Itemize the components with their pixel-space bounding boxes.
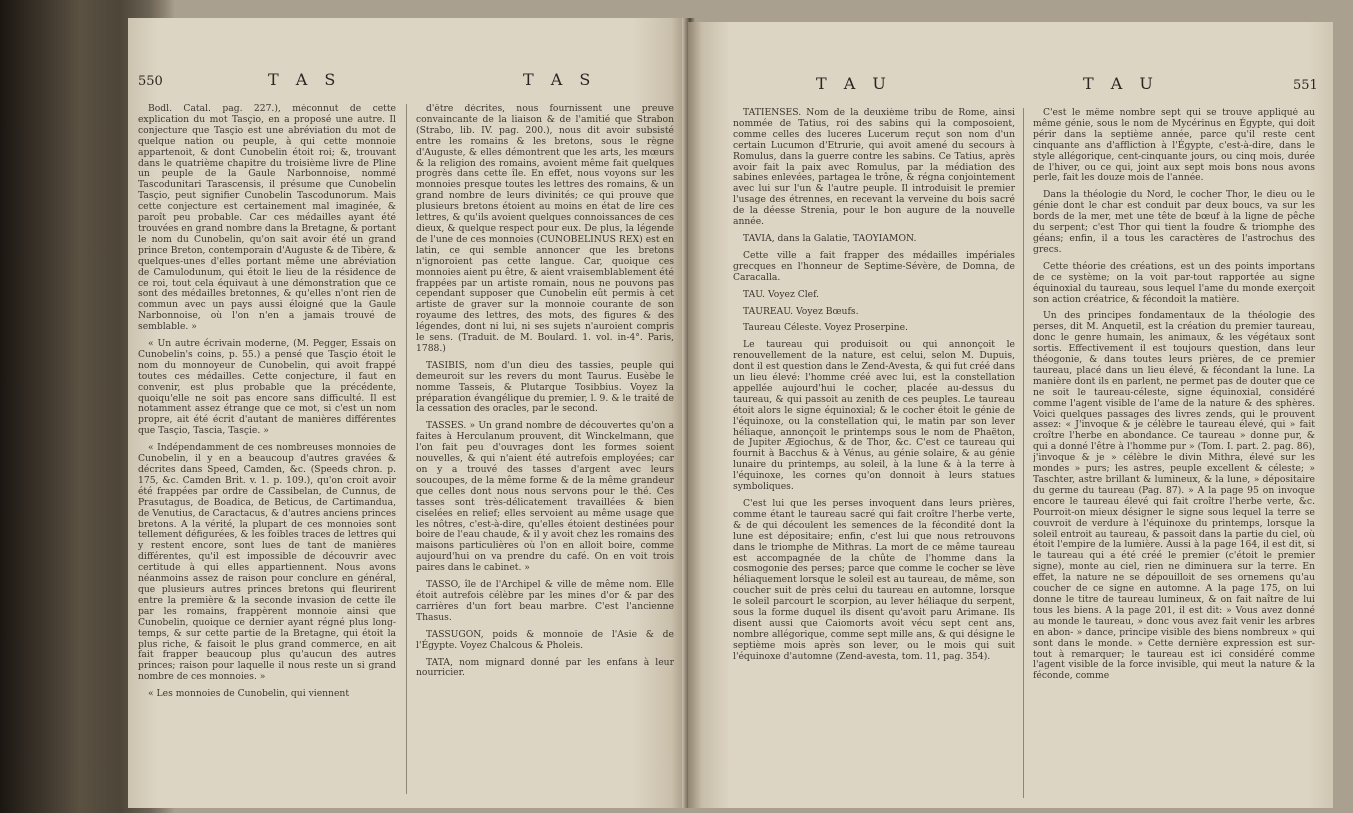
left-header-left: T A S <box>268 70 342 89</box>
paragraph: TATIENSES. Nom de la deuxième tribu de Rome, ainsi nommée de Tatius, roi des sabins qui la composoient, comme celles des luceres Lucerum reçut son nom d'un certain Lucumon d'Etrurie, qui avoit amené du secours à Romulus, dans la guerre contre les sabins. Ce Tatius, après avoir fait la paix avec Romulus, par la médiation des sabines enlevées, partagea le trône, & régna conjointement avec lui sur l'un & l'autre peuple. Il introduisit le premier l'usage des étrennes, en recevant la verveine du bois sacré de la déesse Strenia, pour le bon augure de la nouvelle année. <box>733 108 1015 228</box>
paragraph: TATA, nom mignard donné par les enfans à leur nourricier. <box>416 656 674 679</box>
right-page <box>688 22 1333 808</box>
column-divider <box>1023 108 1024 798</box>
paragraph: TASSUGON, poids & monnoie de l'Asie & de l'Égypte. Voyez Chalcous & Pholeis. <box>416 628 674 651</box>
right-page-column-2 <box>1033 108 1315 798</box>
paragraph: Le taureau qui produisoit ou qui annonçoit le renouvellement de la nature, est celui, selon M. Dupuis, dont il est question dans le Zend-Avesta, & qui fut créé dans un lieu élevé: l'homme créé avec lui, est la constellation appellée aujourd'hui le cocher, placée au-dessus du taureau, & qui passoit au zenith de ces peuples. Le taureau étoit alors le signe équinoxial; & le cocher étoit le génie de l'équinoxe, ou la constellation qui, le matin par son lever héliaque, annonçoit le printemps sous le nom de Phaëton, de Jupiter Ægiochus, & de Thor, &c. C'est ce taureau qui fournit à Bacchus & à Vénus, au génie solaire, & au génie lunaire du printemps, au soleil, à la lune & à la terre à l'équinoxe, les cornes qu'on donnoit à leurs statues symboliques. <box>733 339 1015 493</box>
paragraph: « Indépendamment de ces nombreuses monnoies de Cunobelin, il y en a beaucoup d'autres gravées & décrites dans Speed, Camden, &c. (Speeds chron. p. 175, &c. Camden Brit. v. 1. p. 109.), qu'on croit avoir été frappées par ordre de Cassibelan, de Cunnus, de Prasutagus, de Boadica, de Beticus, de Cartimandua, de Venutius, de Caractacus, & d'autres anciens princes bretons. A la vérité, la plupart de ces monnoies sont tellement défigurées, & les foibles traces de lettres qui y restent encore, sont lues de tant de manières différentes, qu'il est impossible de découvrir avec certitude à qui elles appartiennent. Nous avons néanmoins assez de raison pour conclure en général, que plusieurs autres princes bretons qui fleurirent entre la première & la seconde invasion de cette île par les romains, frappèrent monnoie ainsi que Cunobelin, quoique ce dernier ayant régné plus long-temps, & sur cette partie de la Bretagne, qui étoit la plus riche, & faisoit le plus grand commerce, en ait fait frapper beaucoup plus qu'aucun des autres princes; raison pour laquelle il nous reste un si grand nombre de ces monnoies. » <box>138 442 396 683</box>
column-divider <box>406 104 407 794</box>
paragraph: TASSES. » Un grand nombre de découvertes qu'on a faites à Herculanum prouvent, dit Winckelmann, que l'on fait peu d'ouvrages dont les formes soient nouvelles, & qui n'aient été autrefois employées; car on y a trouvé des tasses d'argent avec leurs soucoupes, de la même forme & de la même grandeur que celles dont nous nous servons pour le thé. Ces tasses sont très-délicatement travaillées & bien ciselées en relief; elles servoient au même usage que les nôtres, c'est-à-dire, qu'elles étoient destinées pour boire de l'eau chaude, & il y avoit chez les romains des maisons particulières où l'on en alloit boire, comme aujourd'hui on va prendre du café. On en voit trois paires dans le cabinet. » <box>416 420 674 574</box>
left-header-right: T A S <box>523 70 597 89</box>
paragraph: d'être décrites, nous fournissent une preuve convaincante de la liaison & de l'amitié que Strabon (Strabo, lib. IV. pag. 200.), nous dit avoir subsisté entre les romains & les bretons, sous le règne d'Auguste, & elles démontrent que les arts, les mœurs & la religion des romains, avoient même fait quelques progrès dans cette île. En effet, nous voyons sur les monnoies presque toutes les lettres des romains, & un grand nombre de leurs divinités; ce qui prouve que plusieurs bretons étoient au moins en état de lire ces lettres, & qu'ils avoient quelques connoissances de ces dieux, & quelque respect pour eux. De plus, la légende de l'une de ces monnoies (CUNOBELINUS REX) est en latin, ce qui semble annoncer que les bretons n'ignoroient pas cette langue. Car, quoique ces monnoies aient pu être, & aient vraisemblablement été frappées par un artiste romain, nous ne pouvons pas cependant supposer que Cunobelin eût permis à cet artiste de graver sur la monnoie courante de son royaume des lettres, des mots, des figures & des légendes, dont ni lui, ni ses sujets n'auroient compris le sens. (Traduit. de M. Boulard. 1. vol. in-4°. Paris, 1788.) <box>416 104 674 354</box>
paragraph: Dans la théologie du Nord, le cocher Thor, le dieu ou le génie dont le char est conduit par deux boucs, va sur les bords de la mer, met une tête de bœuf à la ligne de pêche du serpent; c'est Thor qui tient la foudre & triomphe des géans; enfin, il a tous les caractères de l'astrochus des grecs. <box>1033 189 1315 255</box>
paragraph: TAU. Voyez Clef. <box>743 288 820 300</box>
paragraph: C'est le même nombre sept qui se trouve appliqué au même génie, sous le nom de Mycérinus en Égypte, qui doit périr dans la septième année, parce qu'il reste cent cinquante ans d'affliction à l'Égypte, c'est-à-dire, dans le style allégorique, cent-cinquante jours, ou cinq mois, durée de l'hiver, ou ce qui, joint aux sept mois bons nous avons perle, fait les douze mois de l'année. <box>1033 108 1315 184</box>
paragraph: « Les monnoies de Cunobelin, qui viennent <box>148 688 350 700</box>
paragraph: Cette ville a fait frapper des médailles impériales grecques en l'honneur de Septime-Sévère, de Domna, de Caracalla. <box>733 249 1015 283</box>
left-page <box>128 18 688 808</box>
right-page-header <box>688 74 1333 100</box>
left-page-column-2 <box>416 104 674 794</box>
paragraph: TAVIA, dans la Galatie, TAOYIAMON. <box>743 232 917 244</box>
left-page-header <box>128 70 688 96</box>
right-page-column-1 <box>733 108 1015 798</box>
paragraph: Un des principes fondamentaux de la théologie des perses, dit M. Anquetil, est la création du premier taureau, donc le genre humain, les animaux, & les végétaux sont sortis. Effectivement il est toujours question, dans leur théogonie, & dans toutes leurs prières, de ce premier taureau, placé dans un lieu élevé, & fécondant la lune. La manière dont ils en parlent, ne permet pas de douter que ce ne soit le taureau-céleste, signe équinoxial, considéré comme l'agent visible de l'ame de la nature & des sphères. Voici quelques passages des livres zends, qui le prouvent assez: « J'invoque & je célèbre le taureau élevé, qui » fait croître l'herbe en abondance. Ce taureau » donne pur, & qui a donné l'être à l'homme pur » (Tom. I. part. 2. pag. 86), j'invoque & je » célèbre le divin Mithra, élevé sur les mondes » purs; les astres, peuple excellent & céleste; » Taschter, astre brillant & lumineux, & la lune, » dépositaire du germe du taureau (Pag. 87). » A la page 95 on invoque encore le taureau élevé qui fait croître l'herbe verte, &c. Pourroit-on mieux désigner le signe sous lequel la terre se couvroit de verdure à l'équinoxe du printemps, lorsque la soleil entroit au taureau, & passoit dans la partie du ciel, où étoit l'empire de la lumière. Aussi à la page 164, il est dit, si le taureau qui a été créé le premier (c'étoit le premier signe), monte au ciel, rien ne diminuera sur la terre. En effet, la nature ne se dépouilloit de ses ornemens qu'au coucher de ce signe en automne. A la page 175, on lui donne le titre de taureau lumineux, & on fait naître de lui tous les biens. A la page 201, il est dit: » Vous avez donné au monde le taureau, » donc vous avez fait venir les arbres en abon- » dance, principe visible des biens nombreux » qui sont dans le monde. » Cette dernière expression est sur-tout à remarquer; le taureau est ici considéré comme l'agent visible de la force invisible, qui meut la nature & la féconde, comme <box>1033 310 1315 682</box>
right-header-left: T A U <box>816 74 892 93</box>
paragraph: TASIBIS, nom d'un dieu des tassies, peuple qui demeuroit sur les revers du mont Taurus. Eusèbe le nomme Tasseis, & Plutarque Tosibbius. Voyez la préparation évangélique du premier, l. 9. & le traité de la cessation des oracles, par le second. <box>416 359 674 415</box>
paragraph: Cette théorie des créations, est un des points importans de ce système; on la voit par-tout rapportée au signe équinoxial du taureau, sous lequel l'ame du monde exerçoit son action créatrice, & fécondoit la matière. <box>1033 260 1315 305</box>
right-header-right: T A U <box>1083 74 1159 93</box>
left-page-column-1 <box>138 104 396 794</box>
paragraph: C'est lui que les perses invoquent dans leurs prières, comme étant le taureau sacré qui fait croître l'herbe verte, & de qui découlent les semences de la fécondité dont la lune est dépositaire; enfin, c'est lui que nous retrouvons dans le triomphe de Mithras. La mort de ce même taureau est accompagnée de la chûte de l'homme dans la cosmogonie des perses; parce que comme le cocher se lève héliaquement lorsque le soleil est au taureau, de même, son coucher suit de près celui du taureau en automne, lorsque le soleil parcourt le scorpion, au lever héliaque du serpent, sous la forme duquel ils disent qu'avoit paru Arimane. Ils disent aussi que Caiomorts avoit vécu sept cent ans, nombre allégorique, comme sept mille ans, & qui désigne le septième mois après son lever, ou le mois qui suit l'équinoxe d'automne (Zend-avesta, tom. 11, pag. 354). <box>733 498 1015 662</box>
left-page-number: 550 <box>138 74 163 89</box>
paragraph: TAUREAU. Voyez Bœufs. <box>743 305 859 317</box>
paragraph: TASSO, île de l'Archipel & ville de même nom. Elle étoit autrefois célèbre par les mines d'or & par des carrières d'un fort beau marbre. C'est l'ancienne Thasus. <box>416 579 674 623</box>
paragraph: « Un autre écrivain moderne, (M. Pegger, Essais on Cunobelin's coins, p. 55.) a pensé que Tasçio étoit le nom du monnoyeur de Cunobelin, qui avoit frappé toutes ces médailles. Cette conjecture, il faut en convenir, est plus probable que la précédente, quoiqu'elle ne soit pas encore sans difficulté. Il est notamment assez étrange que ce mot, si c'est un nom propre, ait été écrit d'autant de manières différentes que Tasçio, Tascia, Tasçie. » <box>138 338 396 437</box>
paragraph: Taureau Céleste. Voyez Proserpine. <box>743 322 908 334</box>
right-page-number: 551 <box>1293 78 1318 93</box>
paragraph: Bodl. Catal. pag. 227.), méconnut de cette explication du mot Tasçio, en a proposé une autre. Il conjecture que Tasçio est une abréviation du mot de quelque nation ou peuple, à qui cette monnoie appartenoit, & dont Cunobelin étoit roi; &, trouvant dans le quatrième chapitre du troisième livre de Pline un peuple de la Gaule Narbonnoise, nommé Tascodunitari Tarascensis, il présume que Cunobelin Tasçio, peut signifier Cunobelin Tascodunorum. Mais cette conjecture est certainement mal imaginée, & paroît peu probable. Car ces médailles ayant été trouvées en grand nombre dans la Bretagne, & portant le nom du Cunobelin, qu'on sait avoir été un grand prince Breton, contemporain d'Auguste & de Tibère, & quelques-unes d'elles portant même une abréviation de Camulodunum, qui étoit le lieu de la résidence de ce roi, tout cela équivaut à une démonstration que ce sont des médailles bretonnes, & qu'elles n'ont rien de commun avec un pays aussi éloigné que la Gaule Narbonnoise, où l'on n'en a jamais trouvé de semblable. » <box>138 104 396 333</box>
